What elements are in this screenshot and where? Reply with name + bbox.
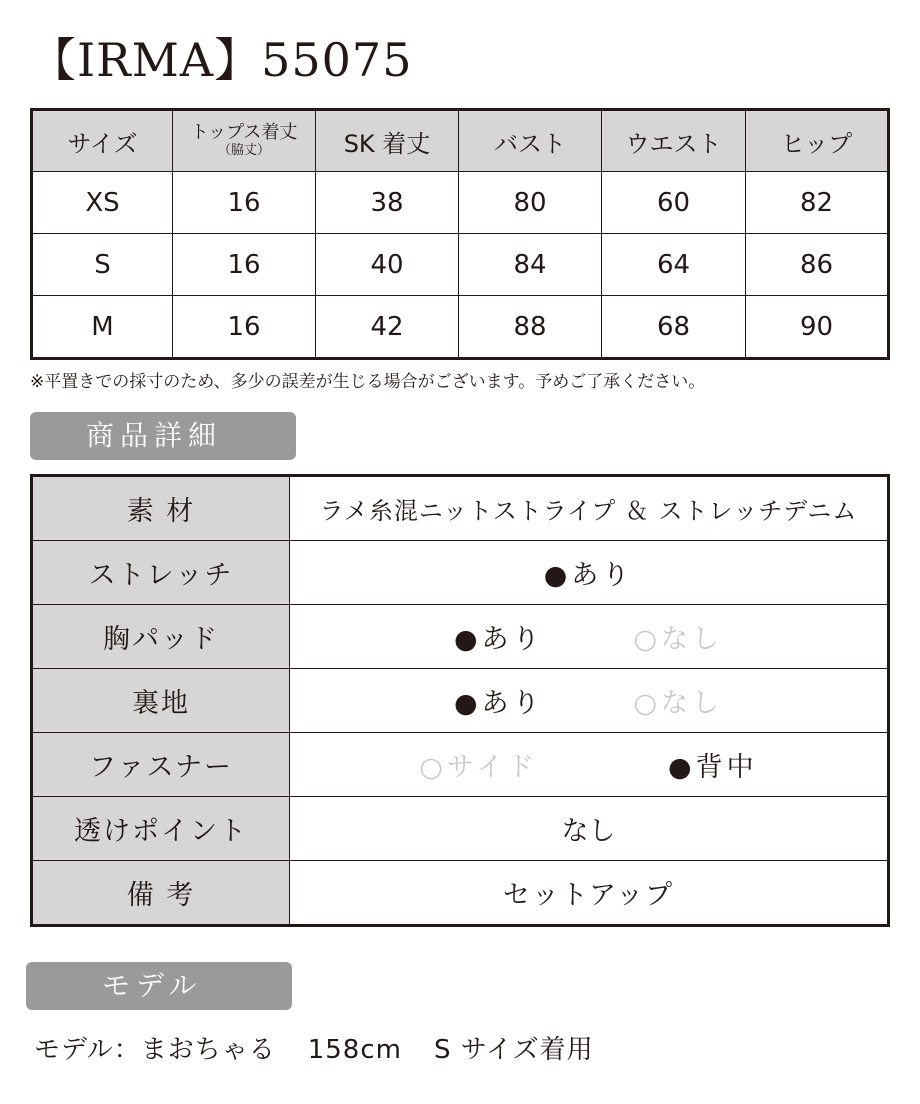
pad-yes: ●あり	[453, 624, 544, 655]
hip-cell: 82	[746, 172, 889, 234]
zipper-side: ○サイド	[419, 752, 539, 783]
size-table	[30, 108, 890, 360]
size-cell: XS	[32, 172, 173, 234]
skirt-length-cell: 42	[316, 296, 459, 359]
pad-no: ○なし	[633, 624, 724, 655]
header-hip: ヒップ	[746, 110, 889, 172]
model-name: モデル：まおちゃる	[34, 1035, 276, 1065]
zipper-label: ファスナー	[32, 733, 290, 797]
header-tops-length	[173, 110, 316, 172]
bust-cell: 88	[459, 296, 602, 359]
table-row	[32, 234, 889, 296]
measurement-note: ※平置きでの採寸のため、多少の誤差が生じる場合がございます。予めご了承ください。	[30, 372, 706, 392]
stretch-label: ストレッチ	[32, 541, 290, 605]
detail-row-sheer	[32, 797, 889, 861]
size-table-header-row	[32, 110, 889, 172]
material-label: 素 材	[32, 476, 290, 541]
detail-row-remarks	[32, 861, 889, 926]
tops-length-cell: 16	[173, 172, 316, 234]
detail-row-stretch	[32, 541, 889, 605]
waist-cell: 60	[602, 172, 746, 234]
lining-no: ○なし	[633, 688, 724, 719]
page-title: 【IRMA】55075	[30, 33, 413, 87]
pad-label: 胸パッド	[32, 605, 290, 669]
header-bust: バスト	[459, 110, 602, 172]
pad-value	[290, 605, 889, 669]
header-skirt-length: SK 着丈	[316, 110, 459, 172]
size-cell: S	[32, 234, 173, 296]
details-table	[30, 474, 890, 927]
tops-length-cell: 16	[173, 234, 316, 296]
header-size: サイズ	[32, 110, 173, 172]
stretch-value	[290, 541, 889, 605]
stretch-yes: ●あり	[543, 560, 634, 591]
header-tops-length-main: トップス着丈	[190, 122, 298, 143]
header-waist: ウエスト	[602, 110, 746, 172]
hip-cell: 86	[746, 234, 889, 296]
tops-length-cell: 16	[173, 296, 316, 359]
waist-cell: 64	[602, 234, 746, 296]
hip-cell: 90	[746, 296, 889, 359]
model-info	[34, 1030, 594, 1070]
detail-row-lining	[32, 669, 889, 733]
bust-cell: 84	[459, 234, 602, 296]
remarks-value: セットアップ	[290, 861, 889, 926]
remarks-label: 備 考	[32, 861, 290, 926]
zipper-value	[290, 733, 889, 797]
section-heading-details: 商品詳細	[30, 412, 296, 460]
model-size: S サイズ着用	[433, 1035, 594, 1065]
section-heading-model: モデル	[26, 962, 292, 1010]
zipper-back: ●背中	[668, 752, 758, 783]
detail-row-material	[32, 476, 889, 541]
lining-value	[290, 669, 889, 733]
skirt-length-cell: 40	[316, 234, 459, 296]
detail-row-pad	[32, 605, 889, 669]
sheer-value: なし	[290, 797, 889, 861]
table-row	[32, 296, 889, 359]
lining-label: 裏地	[32, 669, 290, 733]
model-height: 158cm	[307, 1035, 402, 1065]
bust-cell: 80	[459, 172, 602, 234]
detail-row-zipper	[32, 733, 889, 797]
skirt-length-cell: 38	[316, 172, 459, 234]
table-row	[32, 172, 889, 234]
lining-yes: ●あり	[453, 688, 544, 719]
header-tops-length-sub: （脇丈）	[217, 143, 270, 158]
material-value: ラメ糸混ニットストライプ ＆ ストレッチデニム	[290, 476, 889, 541]
size-cell: M	[32, 296, 173, 359]
sheer-label: 透けポイント	[32, 797, 290, 861]
waist-cell: 68	[602, 296, 746, 359]
